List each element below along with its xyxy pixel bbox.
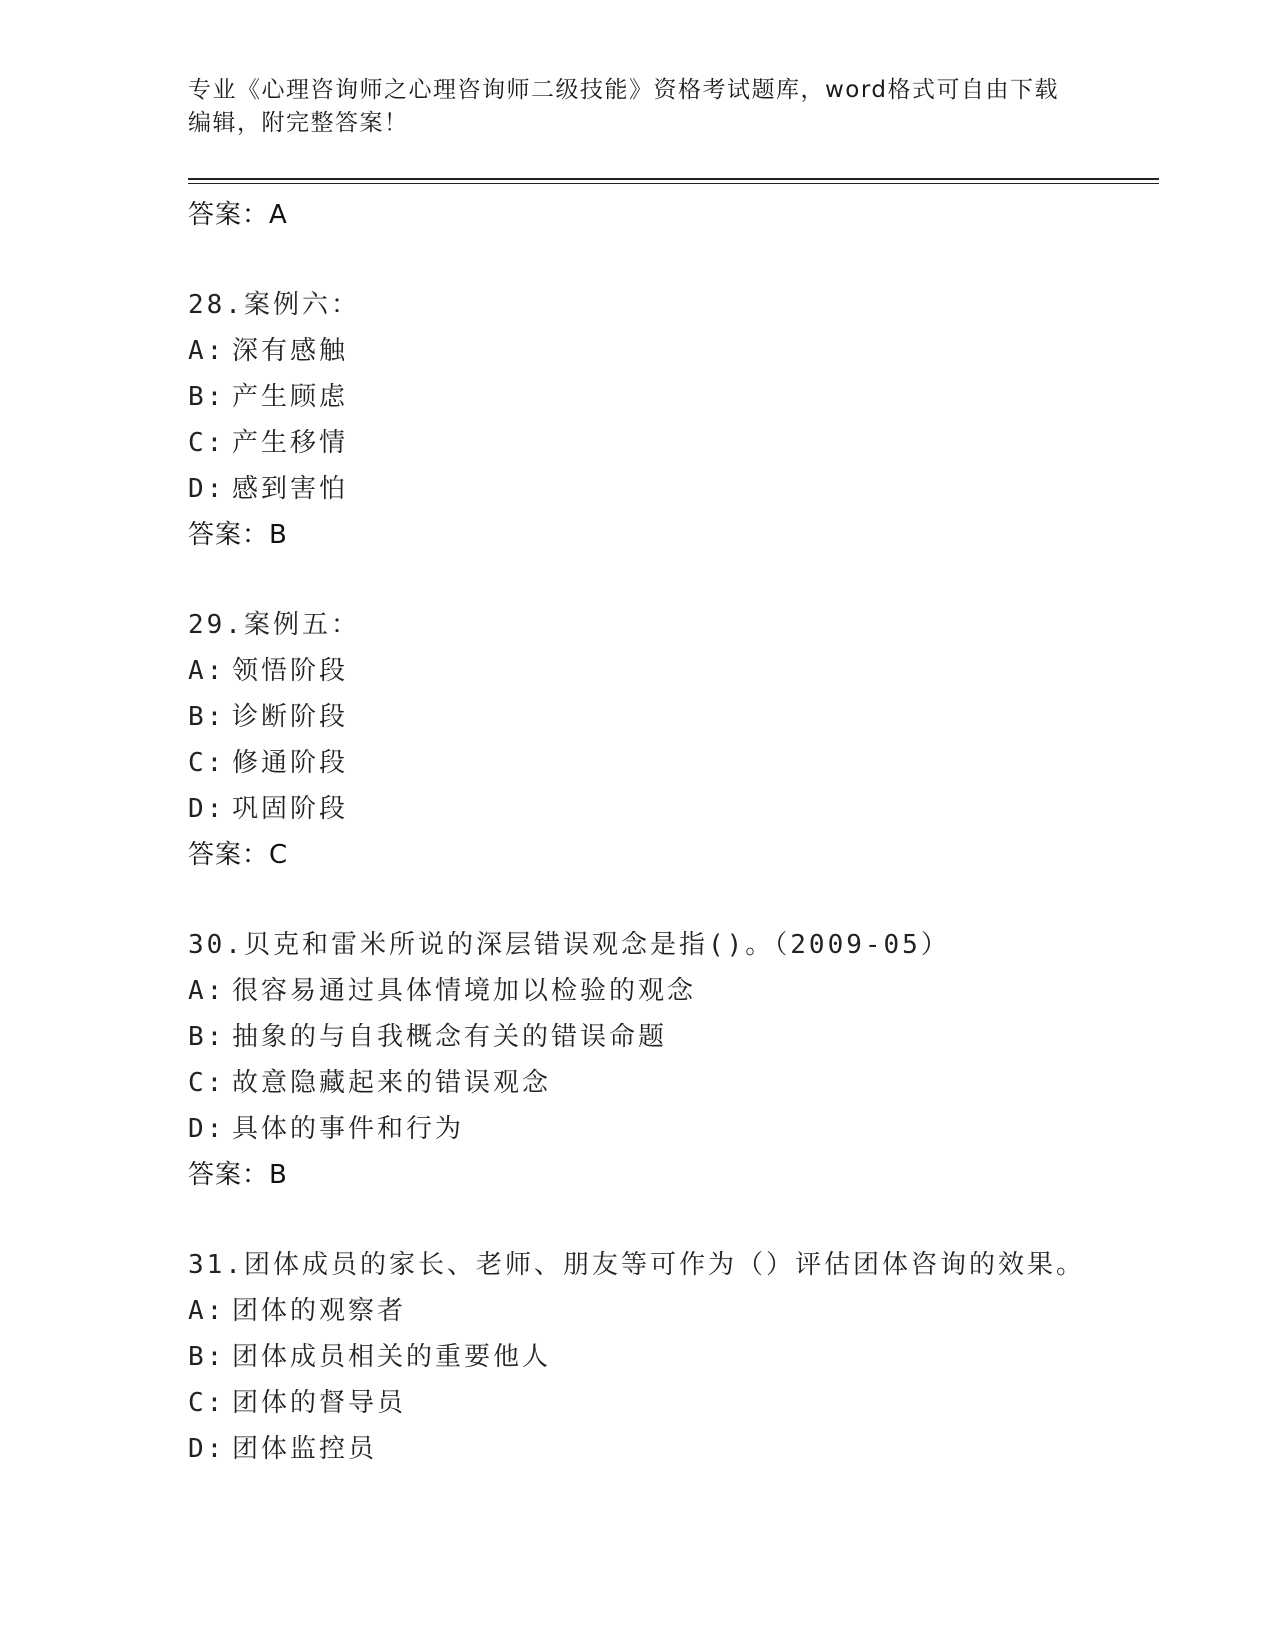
- spacer: [188, 1198, 1168, 1242]
- option-text: 抽象的与自我概念有关的错误命题: [232, 1022, 668, 1052]
- header-line-1: 专业《心理咨询师之心理咨询师二级技能》资格考试题库，word格式可自由下载: [188, 77, 1060, 103]
- option-d: [188, 786, 1168, 832]
- option-key: D:: [188, 794, 226, 824]
- option-key: B:: [188, 382, 226, 412]
- spacer: [188, 238, 1168, 282]
- option-key: C:: [188, 748, 226, 778]
- option-key: B:: [188, 1342, 226, 1372]
- option-c: [188, 1060, 1168, 1106]
- question-block-31: [188, 1242, 1168, 1472]
- document-header: [188, 74, 1088, 140]
- option-text: 产生移情: [232, 428, 349, 458]
- question-title: 31.团体成员的家长、老师、朋友等可作为（）评估团体咨询的效果。: [188, 1250, 1085, 1280]
- spacer: [188, 558, 1168, 602]
- option-key: C:: [188, 1388, 226, 1418]
- option-text: 巩固阶段: [232, 794, 349, 824]
- option-text: 团体成员相关的重要他人: [232, 1342, 552, 1372]
- option-text: 具体的事件和行为: [232, 1114, 465, 1144]
- option-b: [188, 1334, 1168, 1380]
- option-key: D:: [188, 1114, 226, 1144]
- header-divider-thick: [188, 178, 1159, 180]
- option-key: C:: [188, 1068, 226, 1098]
- option-text: 感到害怕: [232, 474, 349, 504]
- option-b: [188, 694, 1168, 740]
- option-d: [188, 1106, 1168, 1152]
- option-a: [188, 648, 1168, 694]
- option-text: 领悟阶段: [232, 656, 349, 686]
- option-text: 团体监控员: [232, 1434, 378, 1464]
- option-text: 团体的观察者: [232, 1296, 407, 1326]
- option-c: [188, 420, 1168, 466]
- question-block-29: [188, 602, 1168, 878]
- option-text: 深有感触: [232, 336, 349, 366]
- question-block-30: [188, 922, 1168, 1198]
- question-title: 29.案例五：: [188, 610, 360, 640]
- option-key: A:: [188, 1296, 226, 1326]
- question-list: [188, 192, 1168, 1472]
- option-key: B:: [188, 1022, 226, 1052]
- option-a: [188, 328, 1168, 374]
- header-divider-thin: [188, 183, 1159, 184]
- option-text: 产生顾虑: [232, 382, 349, 412]
- spacer: [188, 878, 1168, 922]
- option-d: [188, 466, 1168, 512]
- answer-line: 答案：A: [188, 200, 288, 230]
- question-title: 28.案例六：: [188, 290, 360, 320]
- option-text: 团体的督导员: [232, 1388, 407, 1418]
- option-key: A:: [188, 336, 226, 366]
- option-d: [188, 1426, 1168, 1472]
- option-a: [188, 1288, 1168, 1334]
- option-key: B:: [188, 702, 226, 732]
- option-a: [188, 968, 1168, 1014]
- option-key: C:: [188, 428, 226, 458]
- option-key: D:: [188, 1434, 226, 1464]
- option-key: D:: [188, 474, 226, 504]
- option-b: [188, 374, 1168, 420]
- answer-line: 答案：B: [188, 1160, 288, 1190]
- option-text: 很容易通过具体情境加以检验的观念: [232, 976, 697, 1006]
- header-line-2: 编辑，附完整答案！: [188, 110, 409, 136]
- option-key: A:: [188, 656, 226, 686]
- option-text: 诊断阶段: [232, 702, 349, 732]
- option-c: [188, 740, 1168, 786]
- option-c: [188, 1380, 1168, 1426]
- option-key: A:: [188, 976, 226, 1006]
- option-text: 修通阶段: [232, 748, 349, 778]
- option-b: [188, 1014, 1168, 1060]
- answer-line: 答案：C: [188, 840, 289, 870]
- question-title: 30.贝克和雷米所说的深层错误观念是指()。（2009-05）: [188, 930, 950, 960]
- answer-line: 答案：B: [188, 520, 288, 550]
- option-text: 故意隐藏起来的错误观念: [232, 1068, 552, 1098]
- question-block-28: [188, 282, 1168, 558]
